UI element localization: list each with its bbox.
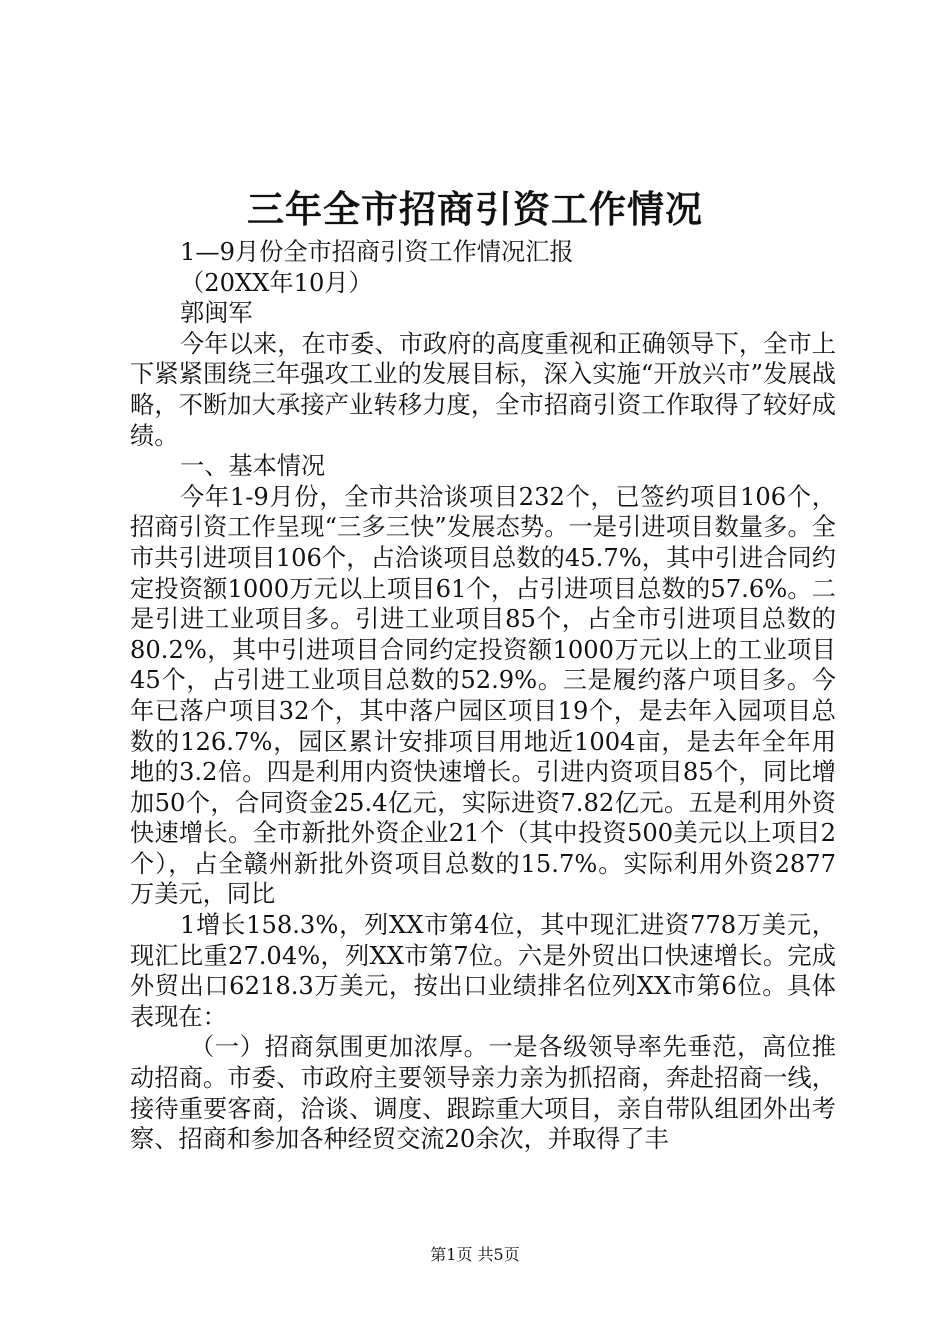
investment-atmosphere-paragraph: （一）招商氛围更加浓厚。一是各级领导率先垂范，高位推动招商。市委、市政府主要领导亲力亲为抓招商，奔赴招商一线，接待重要客商，洽谈、调度、跟踪重大项目，亲自带队组团外出考察、招商和参加各种经贸交流20余次，并取得了丰 [130,1033,836,1154]
growth-paragraph: 1增长158.3%，列XX市第4位，其中现汇进资778万美元，现汇比重27.04%，列XX市第7位。六是外贸出口快速增长。完成外贸出口6218.3万美元，按出口业绩排名位列XX市第6位。具体表现在： [130,911,836,1031]
report-date: （20XX年10月） [180,268,373,297]
report-subtitle: 1—9月份全市招商引资工作情况汇报 [180,238,574,266]
report-author: 郭闽军 [180,299,253,328]
page-footer: 第1页 共5页 [430,1245,520,1264]
basic-situation-paragraph: 今年1-9月份，全市共洽谈项目232个，已签约项目106个，招商引资工作呈现“三多三快”发展态势。一是引进项目数量多。全市共引进项目106个，占洽谈项目总数的45.7%，其中引进合同约定投资额1000万元以上项目61个，占引进项目总数的57.6%。二是引进工业项目多。引进工业项目85个，占全市引进项目总数的80.2%，其中引进项目合同约定投资额1000万元以上的工业项目45个，占引进工业项目总数的52.9%。三是履约落户项目多。今年已落户项目32个，其中落户园区项目19个，是去年入园项目总数的126.7%，园区累计安排项目用地近1004亩，是去年全年用地的3.2倍。四是利用内资快速增长。引进内资项目85个，同比增加50个，合同资金25.4亿元，实际进资7.82亿元。五是利用外资快速增长。全市新批外资企业21个（其中投资500美元以上项目2个），占全赣州新批外资项目总数的15.7%。实际利用外资2877万美元，同比 [130,482,836,909]
intro-paragraph: 今年以来，在市委、市政府的高度重视和正确领导下，全市上下紧紧围绕三年强攻工业的发展目标，深入实施“开放兴市”发展战略，不断加大承接产业转移力度，全市招商引资工作取得了较好成绩。 [130,329,836,450]
document-body [130,237,836,1155]
section-heading-basic-situation: 一、基本情况 [180,452,326,481]
document-title: 三年全市招商引资工作情况 [247,187,703,231]
